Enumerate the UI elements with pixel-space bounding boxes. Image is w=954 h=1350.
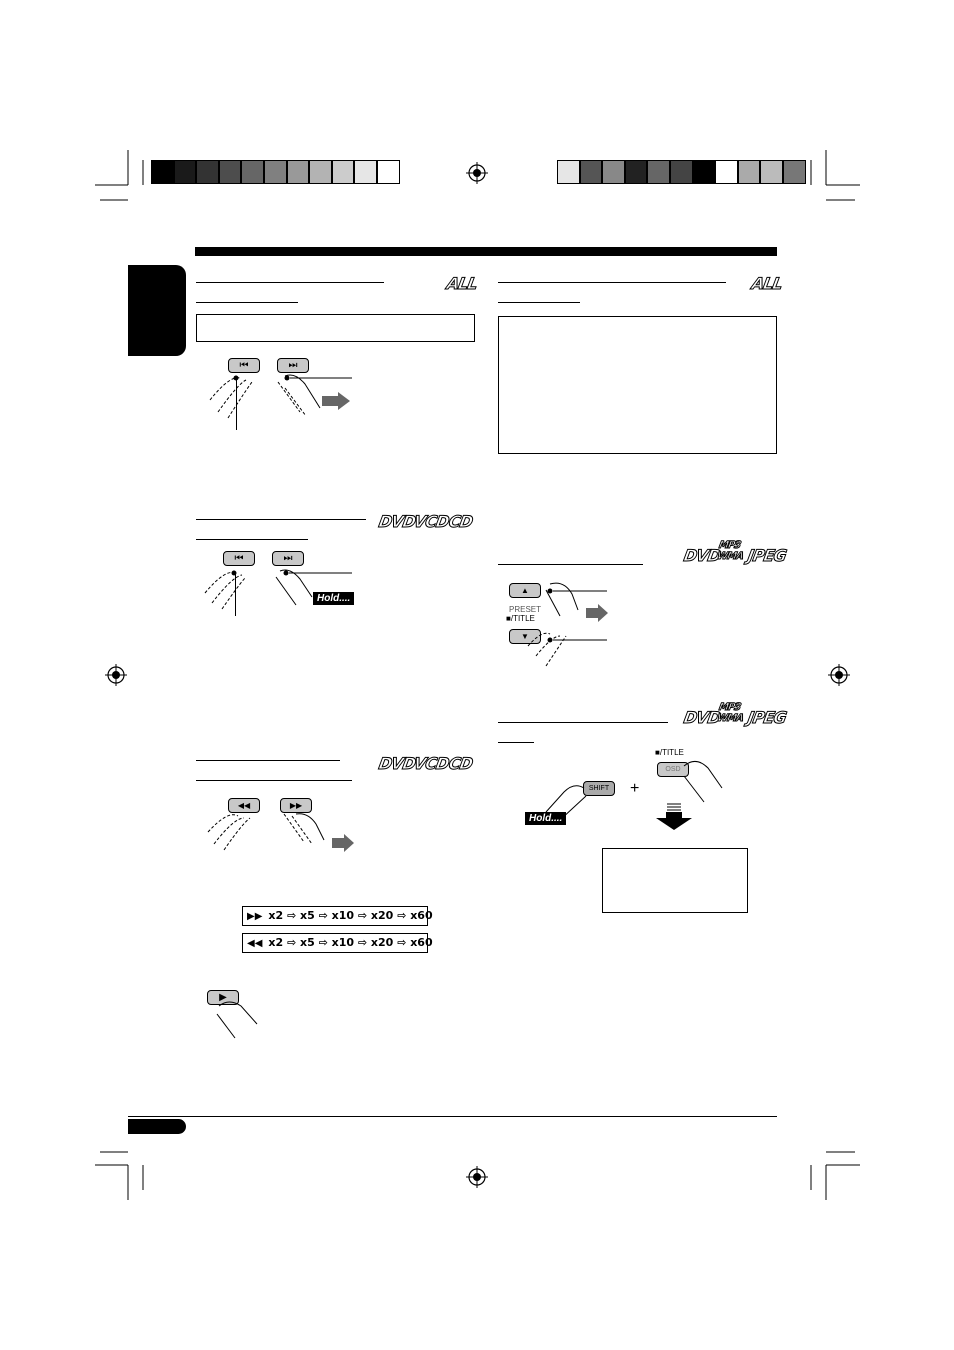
plus-sign: +: [630, 780, 640, 797]
vcd-badge-2: VCD: [412, 754, 451, 773]
osd-button[interactable]: OSD: [657, 762, 689, 777]
next-button-2[interactable]: ⏭: [272, 551, 304, 566]
section3-heading-rule2: [196, 780, 352, 781]
prev-button-2[interactable]: ⏮: [223, 551, 255, 566]
shift-button[interactable]: SHIFT: [583, 781, 615, 796]
language-tab: [128, 265, 186, 356]
all-badge-2: ALL: [750, 274, 784, 293]
section1-note-box: [196, 314, 475, 342]
section5-heading-rule: [498, 564, 643, 565]
page-number-tab: [128, 1119, 186, 1134]
dvd-badge-2: DVD: [377, 754, 417, 773]
section6-heading-rule: [498, 722, 668, 723]
finger-illustration-3: [200, 812, 360, 854]
section4-heading-rule2: [498, 302, 580, 303]
fast-forward-button[interactable]: ▶▶: [280, 798, 312, 813]
mp3-wma-badge-2: MP3 WMA: [716, 702, 744, 724]
up-button[interactable]: ▲: [509, 583, 541, 598]
section3-heading-rule: [196, 760, 340, 761]
callout-line-1: [236, 378, 237, 430]
footer-rule: [128, 1116, 777, 1117]
hold-label-1: Hold....: [313, 592, 354, 605]
dvd-badge-3: DVD: [682, 546, 722, 565]
play-button[interactable]: ▶: [207, 990, 239, 1005]
header-rule: [195, 247, 777, 256]
section1-heading-rule2: [196, 302, 298, 303]
section4-heading-rule: [498, 282, 726, 283]
hold-label-2: Hold....: [525, 812, 566, 825]
callout-line-2: [235, 572, 236, 616]
dvd-badge-4: DVD: [682, 708, 722, 727]
prev-button[interactable]: ⏮: [228, 358, 260, 373]
jpeg-badge: JPEG: [746, 546, 788, 565]
next-button[interactable]: ⏭: [277, 358, 309, 373]
section2-heading-rule2: [196, 539, 308, 540]
title-label-2: ■/TITLE: [655, 748, 684, 757]
down-arrow-icon: [654, 802, 694, 832]
section4-note-box: [498, 316, 777, 454]
mp3-wma-badge: MP3 WMA: [716, 540, 744, 562]
vcd-badge: VCD: [412, 512, 451, 531]
finger-illustration-4: [215, 1000, 265, 1040]
preset-label: PRESET: [509, 605, 542, 614]
fast-forward-speed-row: ▶▶ x2 ⇨ x5 ⇨ x10 ⇨ x20 ⇨ x60: [242, 906, 428, 926]
all-badge: ALL: [445, 274, 479, 293]
down-button[interactable]: ▼: [509, 629, 541, 644]
cd-badge-2: CD: [447, 754, 474, 773]
finger-illustration-1: [200, 370, 360, 430]
rewind-speed-row: ◀◀ x2 ⇨ x5 ⇨ x10 ⇨ x20 ⇨ x60: [242, 933, 428, 953]
section6-result-box: [602, 848, 748, 913]
dvd-badge: DVD: [377, 512, 417, 531]
jpeg-badge-2: JPEG: [746, 708, 788, 727]
finger-illustration-7: [680, 758, 730, 808]
cd-badge: CD: [447, 512, 474, 531]
rewind-button[interactable]: ◀◀: [228, 798, 260, 813]
title-label: ■/TITLE: [506, 614, 535, 623]
section1-heading-rule: [196, 282, 384, 283]
finger-illustration-5: [520, 580, 610, 670]
section6-heading-rule2: [498, 742, 534, 743]
section2-heading-rule: [196, 519, 366, 520]
